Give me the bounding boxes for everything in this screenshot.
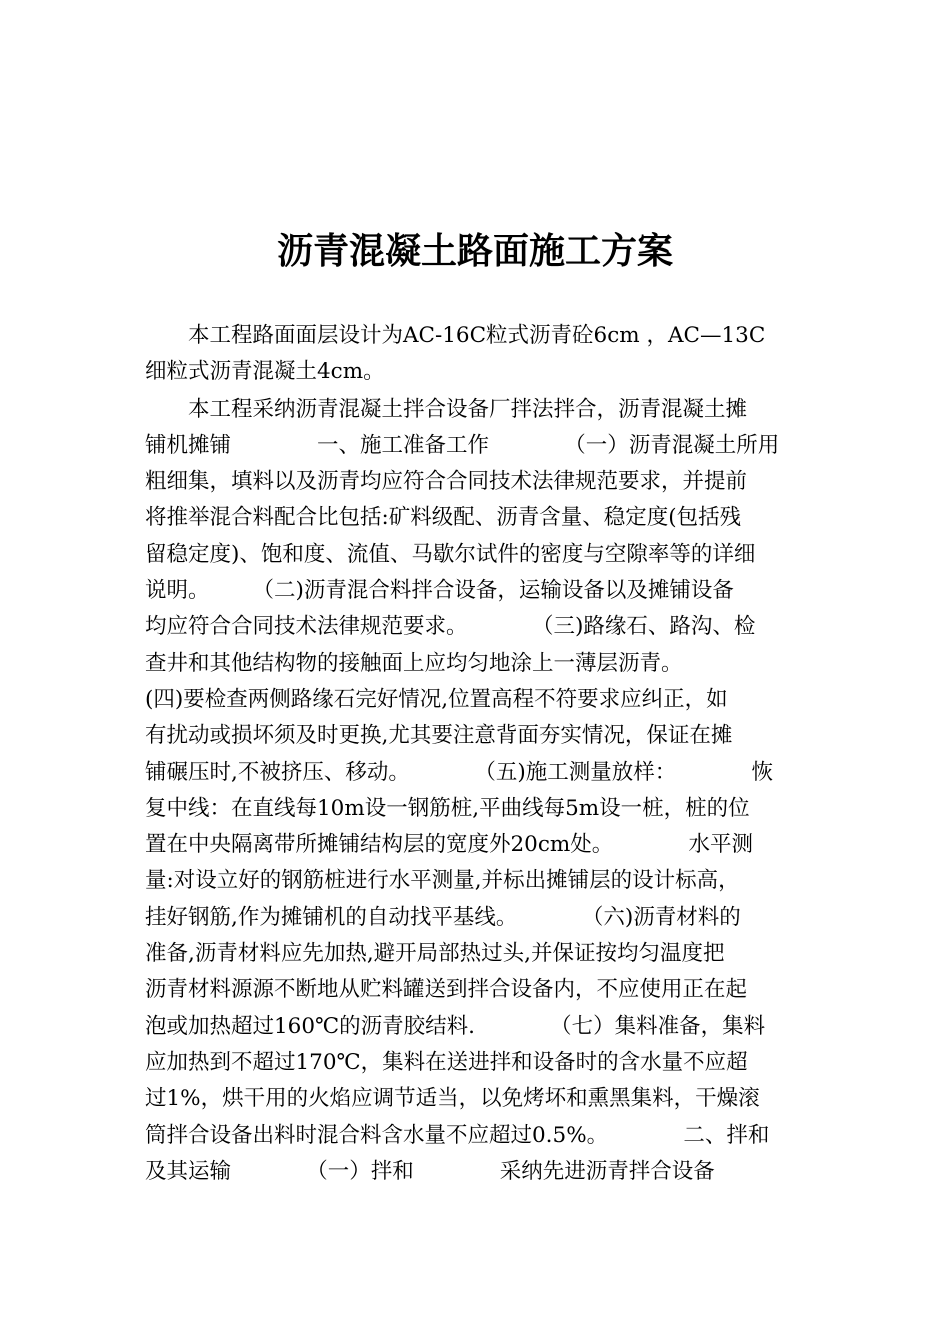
body-line: 过1%，烘干用的火焰应调节适当，以免烤坏和熏黑集料，干燥滚: [145, 1086, 760, 1112]
body-line: 留稳定度)、饱和度、流值、马歇尔试件的密度与空隙率等的详细: [145, 541, 756, 567]
body-line: 粗细集，填料以及沥青均应符合合同技术法律规范要求，并提前: [145, 469, 748, 495]
body-line: 应加热到不超过170℃，集料在送进拌和设备时的含水量不应超: [145, 1049, 748, 1075]
body-line: 说明。 （二)沥青混合料拌合设备，运输设备以及摊铺设备: [145, 578, 734, 604]
document-body: [145, 318, 808, 1190]
body-line: 铺机摊铺 一、施工准备工作 （一）沥青混凝土所用: [145, 432, 780, 458]
body-line: 沥青材料源源不断地从贮料罐送到拌合设备内，不应使用正在起: [145, 977, 748, 1003]
body-line: 准备,沥青材料应先加热,避开局部热过头,并保证按均匀温度把: [145, 941, 725, 967]
body-line: 量:对设立好的钢筋桩进行水平测量,并标出摊铺层的设计标高，: [145, 868, 740, 894]
body-line: 细粒式沥青混凝土4cm。: [145, 359, 385, 385]
body-line: 筒拌合设备出料时混合料含水量不应超过0.5%。 二、拌和: [145, 1122, 770, 1148]
body-line: 铺碾压时,不被挤压、移动。 （五)施工测量放样： 恢: [145, 759, 773, 785]
document-title: 沥青混凝土路面施工方案: [276, 230, 673, 272]
body-line: 及其运输 （一）拌和 采纳先进沥青拌合设备: [145, 1158, 715, 1184]
body-line: 置在中央隔离带所摊铺结构层的宽度外20cm处。 水平测: [145, 832, 754, 858]
body-line: 有扰动或损坏须及时更换,尤其要注意背面夯实情况，保证在摊: [145, 723, 733, 749]
body-line: 挂好钢筋,作为摊铺机的自动找平基线。 （六)沥青材料的: [145, 904, 741, 930]
body-line: 本工程采纳沥青混凝土拌合设备厂拌法拌合，沥青混凝土摊: [145, 396, 748, 422]
body-line: 均应符合合同技术法律规范要求。 （三)路缘石、路沟、检: [145, 614, 756, 640]
body-line: 复中线：在直线每10m设一钢筋桩,平曲线每5m设一桩，桩的位: [145, 795, 750, 821]
body-line: 将推举混合料配合比包括:矿料级配、沥青含量、稳定度(包括残: [145, 505, 742, 531]
body-line: 查井和其他结构物的接触面上应均匀地涂上一薄层沥青。: [145, 650, 683, 676]
body-line: (四)要检查两侧路缘石完好情况,位置高程不符要求应纠正，如: [145, 686, 728, 712]
body-line: 本工程路面面层设计为AC-16C粒式沥青砼6cm ，AC—13C: [145, 323, 766, 348]
body-line: 泡或加热超过160℃的沥青胶结料. （七）集料准备，集料: [145, 1013, 766, 1039]
